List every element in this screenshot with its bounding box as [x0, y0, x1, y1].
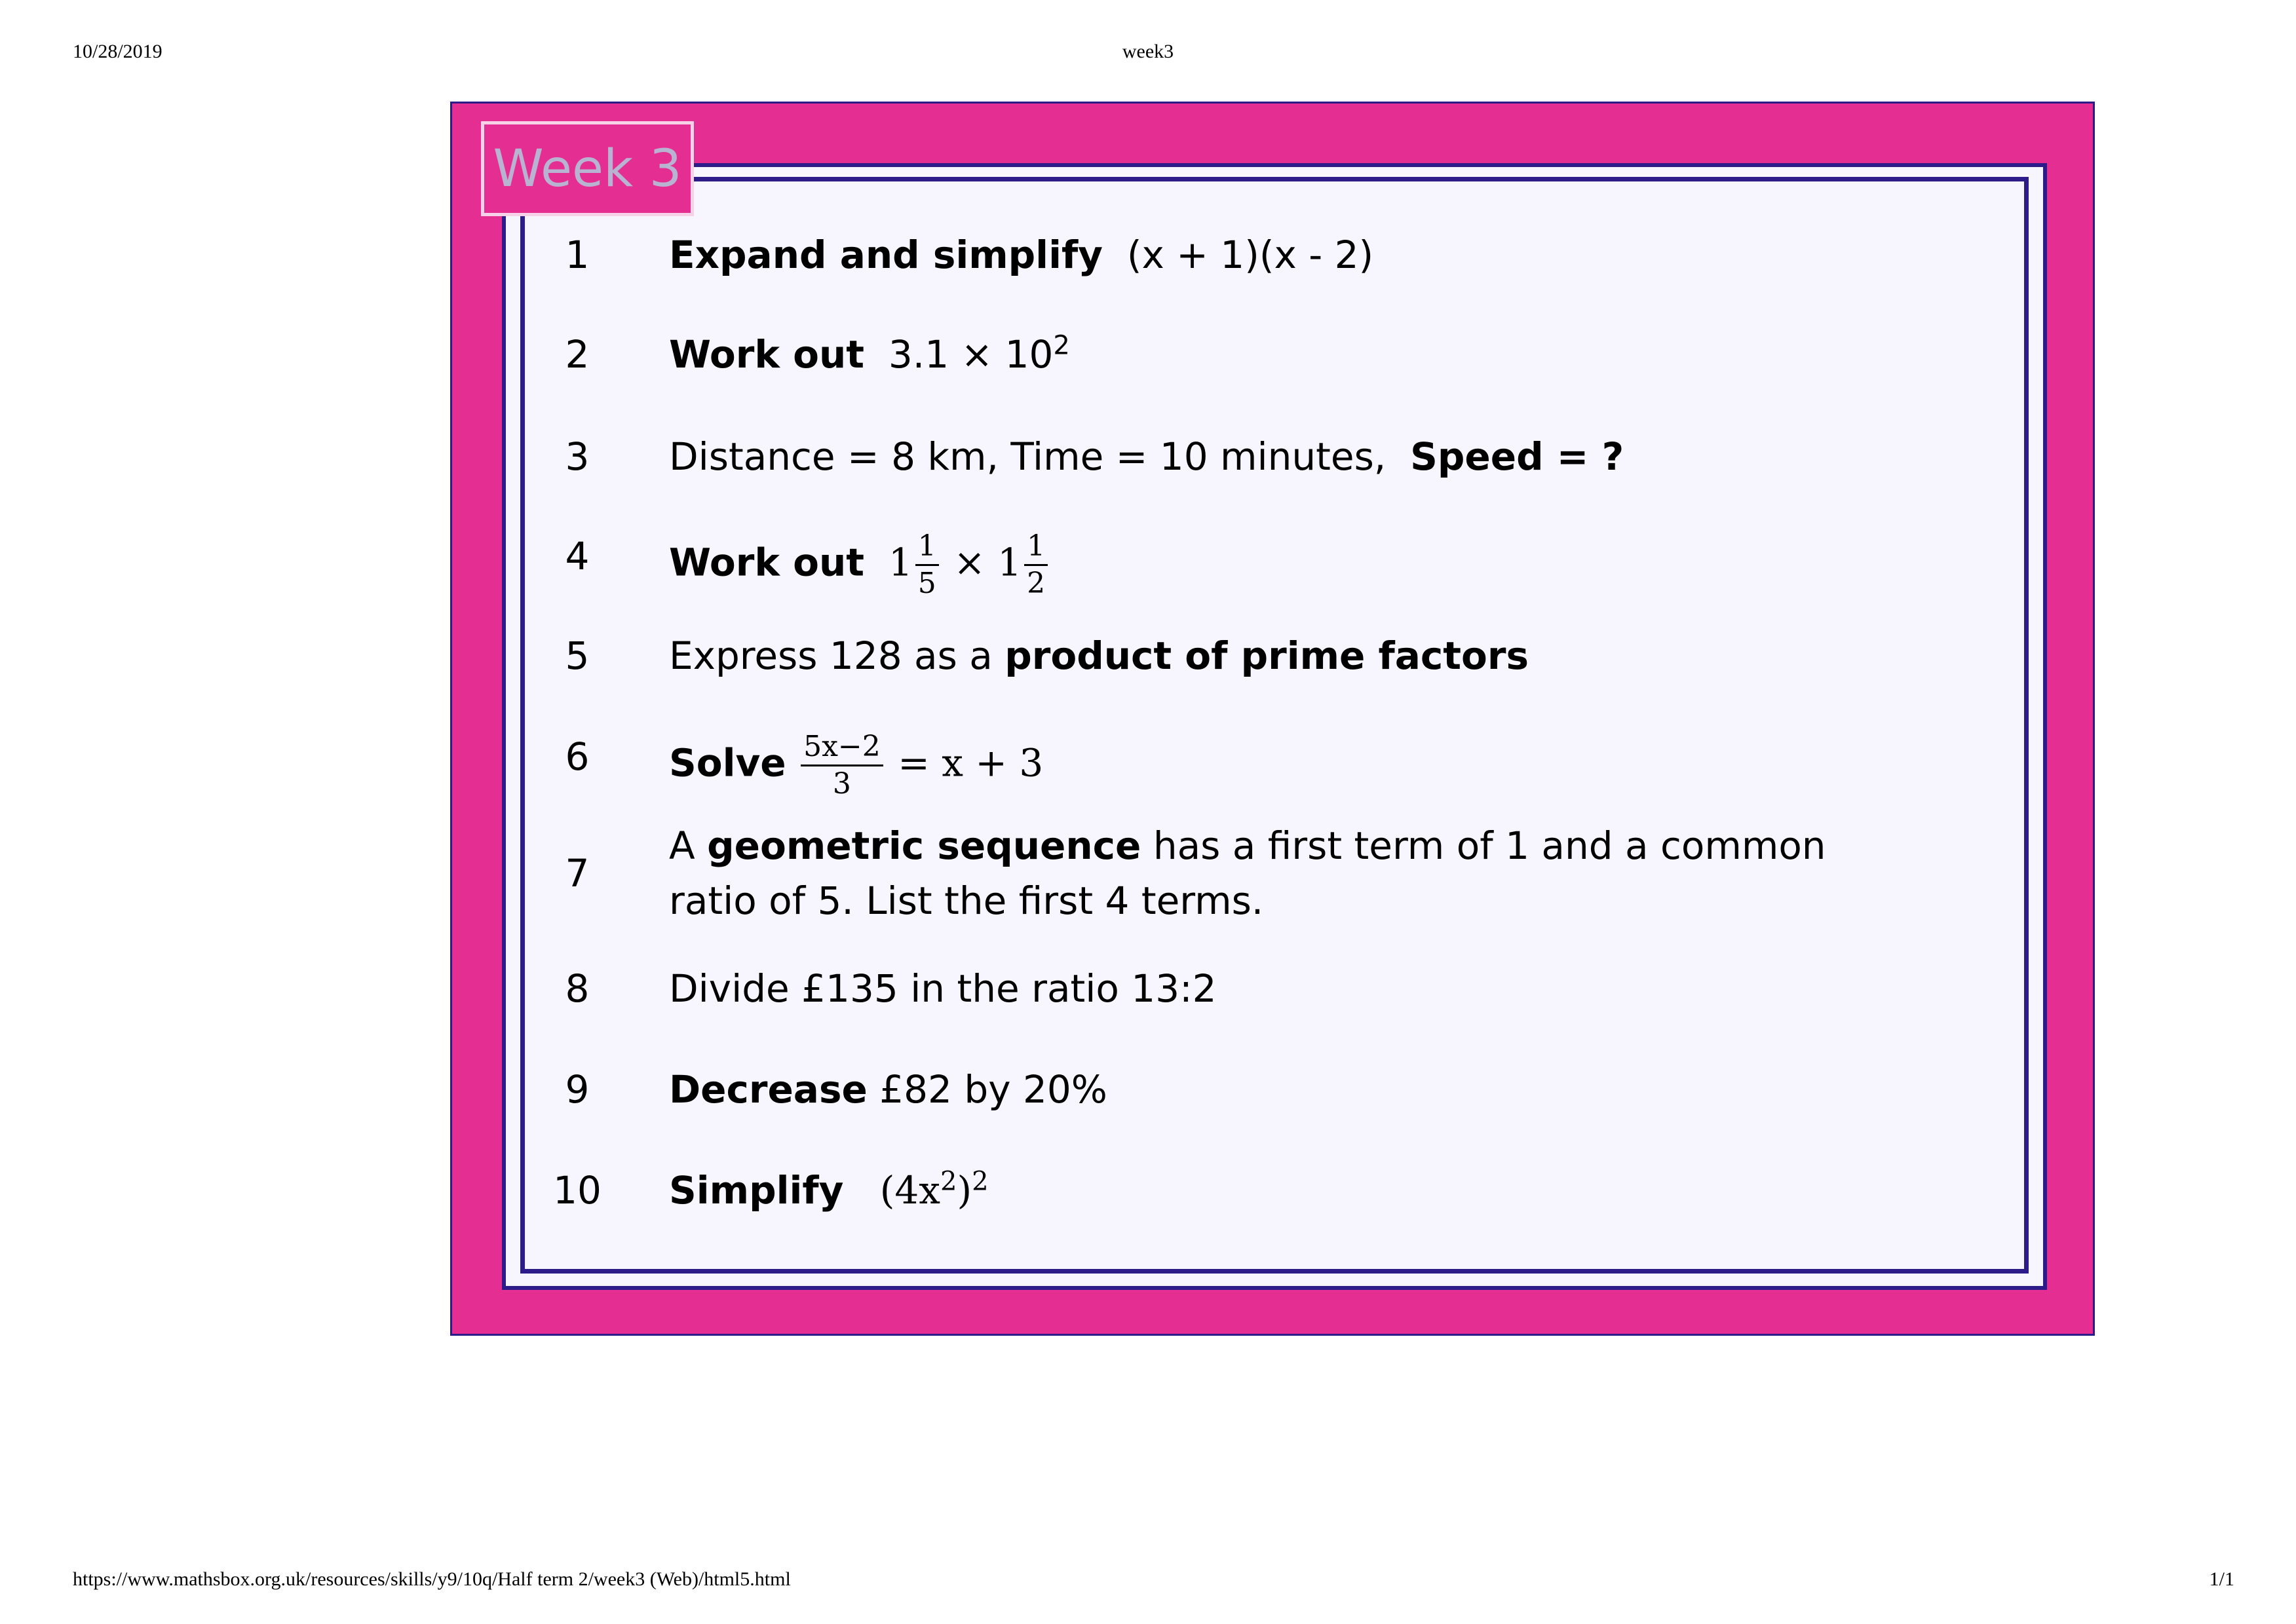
- exponent: 2: [1053, 330, 1070, 361]
- print-url: https://www.mathsbox.org.uk/resources/skills/y9/10q/Half term 2/week3 (Web)/html5.html: [73, 1568, 791, 1590]
- numerator: 5x−2: [801, 729, 883, 766]
- fraction: [801, 729, 883, 802]
- question-number: 4: [565, 534, 590, 578]
- fraction: [1024, 529, 1048, 601]
- denominator: 5: [917, 567, 936, 600]
- week-label: Week 3: [481, 121, 694, 216]
- question-instruction: Simplify: [669, 1168, 844, 1213]
- question-text: 3.1 × 10: [888, 332, 1054, 377]
- question-instruction: product of prime factors: [1004, 633, 1529, 678]
- equation-rhs: = x + 3: [898, 740, 1044, 785]
- question-text: A: [669, 823, 695, 868]
- denominator: 2: [1027, 567, 1046, 600]
- question-text: ratio of 5. List the first 4 terms.: [669, 878, 1264, 923]
- numerator: 1: [915, 529, 939, 566]
- outer-frame: [502, 163, 2047, 1290]
- question-instruction: Solve: [669, 740, 786, 785]
- question-number: 10: [553, 1168, 602, 1213]
- question-number: 5: [565, 633, 590, 678]
- print-date: 10/28/2019: [73, 41, 163, 62]
- question-instruction: Expand and simplify: [669, 233, 1103, 277]
- exponent: 2: [972, 1166, 989, 1197]
- question-number: 1: [565, 233, 590, 277]
- exponent: 2: [940, 1166, 957, 1197]
- question-instruction: Decrease: [669, 1067, 868, 1112]
- question-number: 7: [565, 851, 590, 896]
- expression: $(4x^2)^2$: [879, 1166, 989, 1213]
- question-instruction: Work out: [669, 332, 864, 377]
- question-text: Express 128 as a: [669, 633, 993, 678]
- question-instruction: Work out: [669, 540, 864, 585]
- question-text: Divide £135 in the ratio 13:2: [669, 966, 1217, 1011]
- question-number: 9: [565, 1067, 590, 1112]
- operator: ×: [953, 540, 985, 585]
- question-panel: [520, 177, 2029, 1274]
- question-text: £82 by 20%: [879, 1067, 1107, 1112]
- question-number: 2: [565, 332, 590, 377]
- question-number: 3: [565, 434, 590, 479]
- numerator: 1: [1024, 529, 1048, 566]
- question-text: Distance = 8 km, Time = 10 minutes,: [669, 434, 1387, 479]
- mixed-number-whole: 1: [997, 540, 1022, 585]
- fraction: [915, 529, 939, 601]
- question-instruction: Speed = ?: [1410, 434, 1624, 479]
- mixed-number-whole: 1: [888, 540, 913, 585]
- print-title: week3: [1122, 41, 1174, 62]
- denominator: 3: [832, 767, 851, 801]
- question-list: [525, 181, 2024, 1269]
- question-number: 6: [565, 734, 590, 779]
- page-number: 1/1: [2209, 1568, 2234, 1590]
- question-number: 8: [565, 966, 590, 1011]
- question-instruction: geometric sequence: [707, 823, 1141, 868]
- question-text: (x + 1)(x - 2): [1126, 233, 1374, 277]
- question-text: has a first term of 1 and a common: [1153, 823, 1826, 868]
- worksheet-slide: [450, 102, 2095, 1336]
